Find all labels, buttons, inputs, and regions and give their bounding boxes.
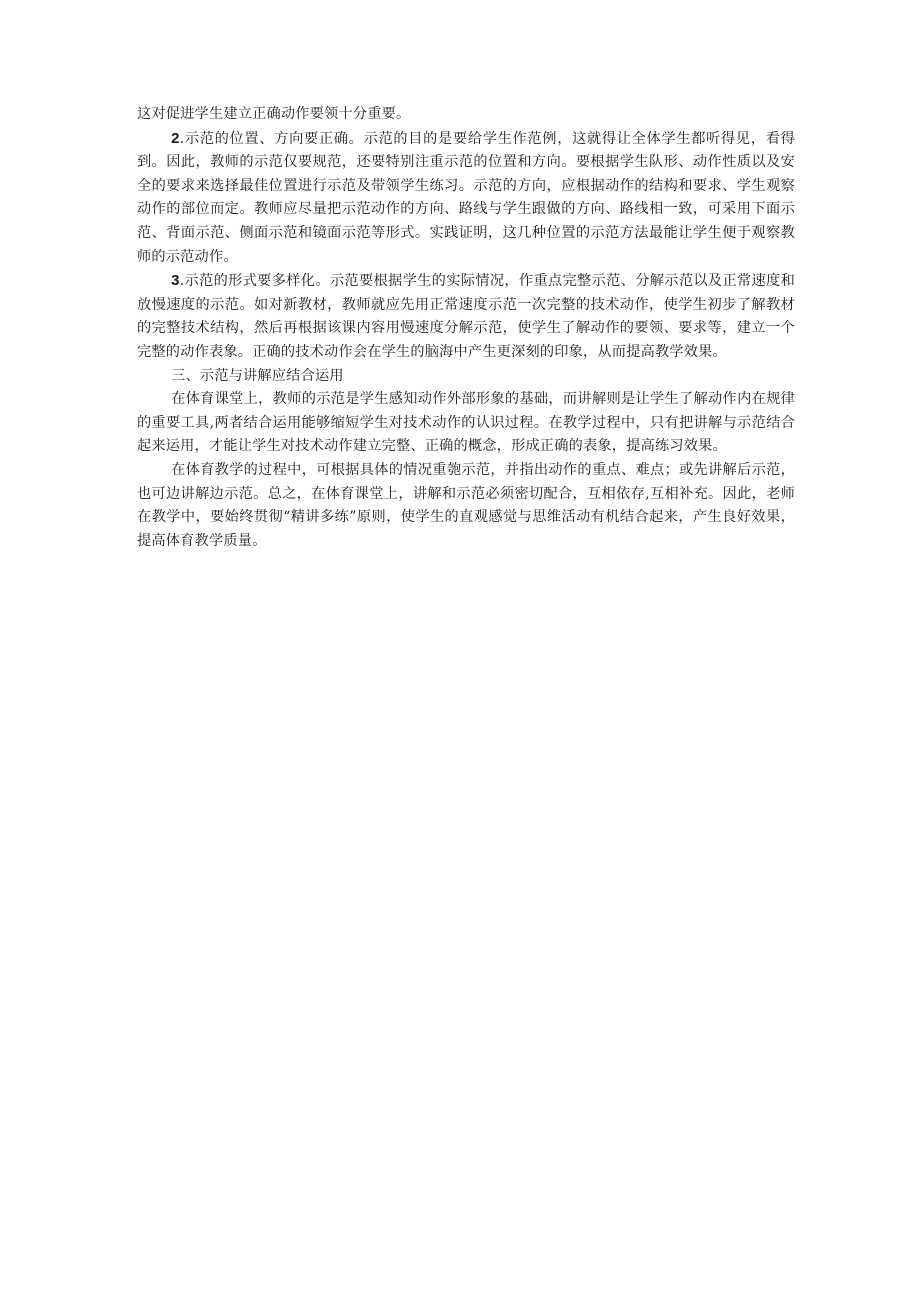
paragraph-combined-use xyxy=(137,388,795,459)
paragraph-demo-forms xyxy=(137,269,795,364)
paragraph-text: 在体育教学的过程中，可根据具体的情况重匏示范，并指出动作的重点、难点；或先讲解后示范，也可边讲解边示范。总之，在体育课堂上，讲解和示范必须密切配合，互相依存,互相补充。因此，老师在教学中，要始终贯彻“精讲多练”原则，使学生的直观感觉与思维活动有机结合起来，产生良好效果，提高体育教学质量。 xyxy=(137,461,795,549)
paragraph-continuation xyxy=(137,103,795,127)
paragraph-text: 这对促进学生建立正确动作要领十分重要。 xyxy=(137,106,411,122)
paragraph-number: 2 xyxy=(171,129,180,147)
paragraph-conclusion xyxy=(137,459,795,553)
paragraph-text: .示范的位置、方向要正确。示范的目的是要给学生作范例，这就得让全体学生都听得见，看得到。因此，教师的示范仅要规范，还要特别注重示范的位置和方向。要根据学生队形、动作性质以及安全的要求来选择最佳位置进行示范及带领学生练习。示范的方向，应根据动作的结构和要求、学生观察动作的部位而定。教师应尽量把示范动作的方向、路线与学生跟做的方向、路线相一致，可采用下面示范、背面示范、侧面示范和镜面示范等形式。实践证明，这几种位置的示范方法最能让学生便于观察教师的示范动作。 xyxy=(137,130,795,265)
section-heading: 三、示范与讲解应结合运用 xyxy=(171,367,344,384)
paragraph-demo-position xyxy=(137,127,795,270)
document-page xyxy=(137,103,795,553)
paragraph-text: 在体育课堂上，教师的示范是学生感知动作外部形象的基础，而讲解则是让学生了解动作内在规律的重要工具,两者结合运用能够缩短学生对技术动作的认识过程。在教学过程中，只有把讲解与示范结合起来运用，才能让学生对技术动作建立完整、正确的概念，形成正确的表象，提高练习效果。 xyxy=(137,391,795,455)
paragraph-text: .示范的形式要多样化。示范要根据学生的实际情况，作重点完整示范、分解示范以及正常速度和放慢速度的示范。如对新教材，教师就应先用正常速度示范一次完整的技术动作，使学生初步了解教材的完整技术结构，然后再根据该课内容用慢速度分解示范，使学生了解动作的要领、要求等，建立一个完整的动作表象。正确的技术动作会在学生的脑海中产生更深刻的印象，从而提高教学效果。 xyxy=(137,273,795,360)
paragraph-number: 3 xyxy=(171,272,180,290)
